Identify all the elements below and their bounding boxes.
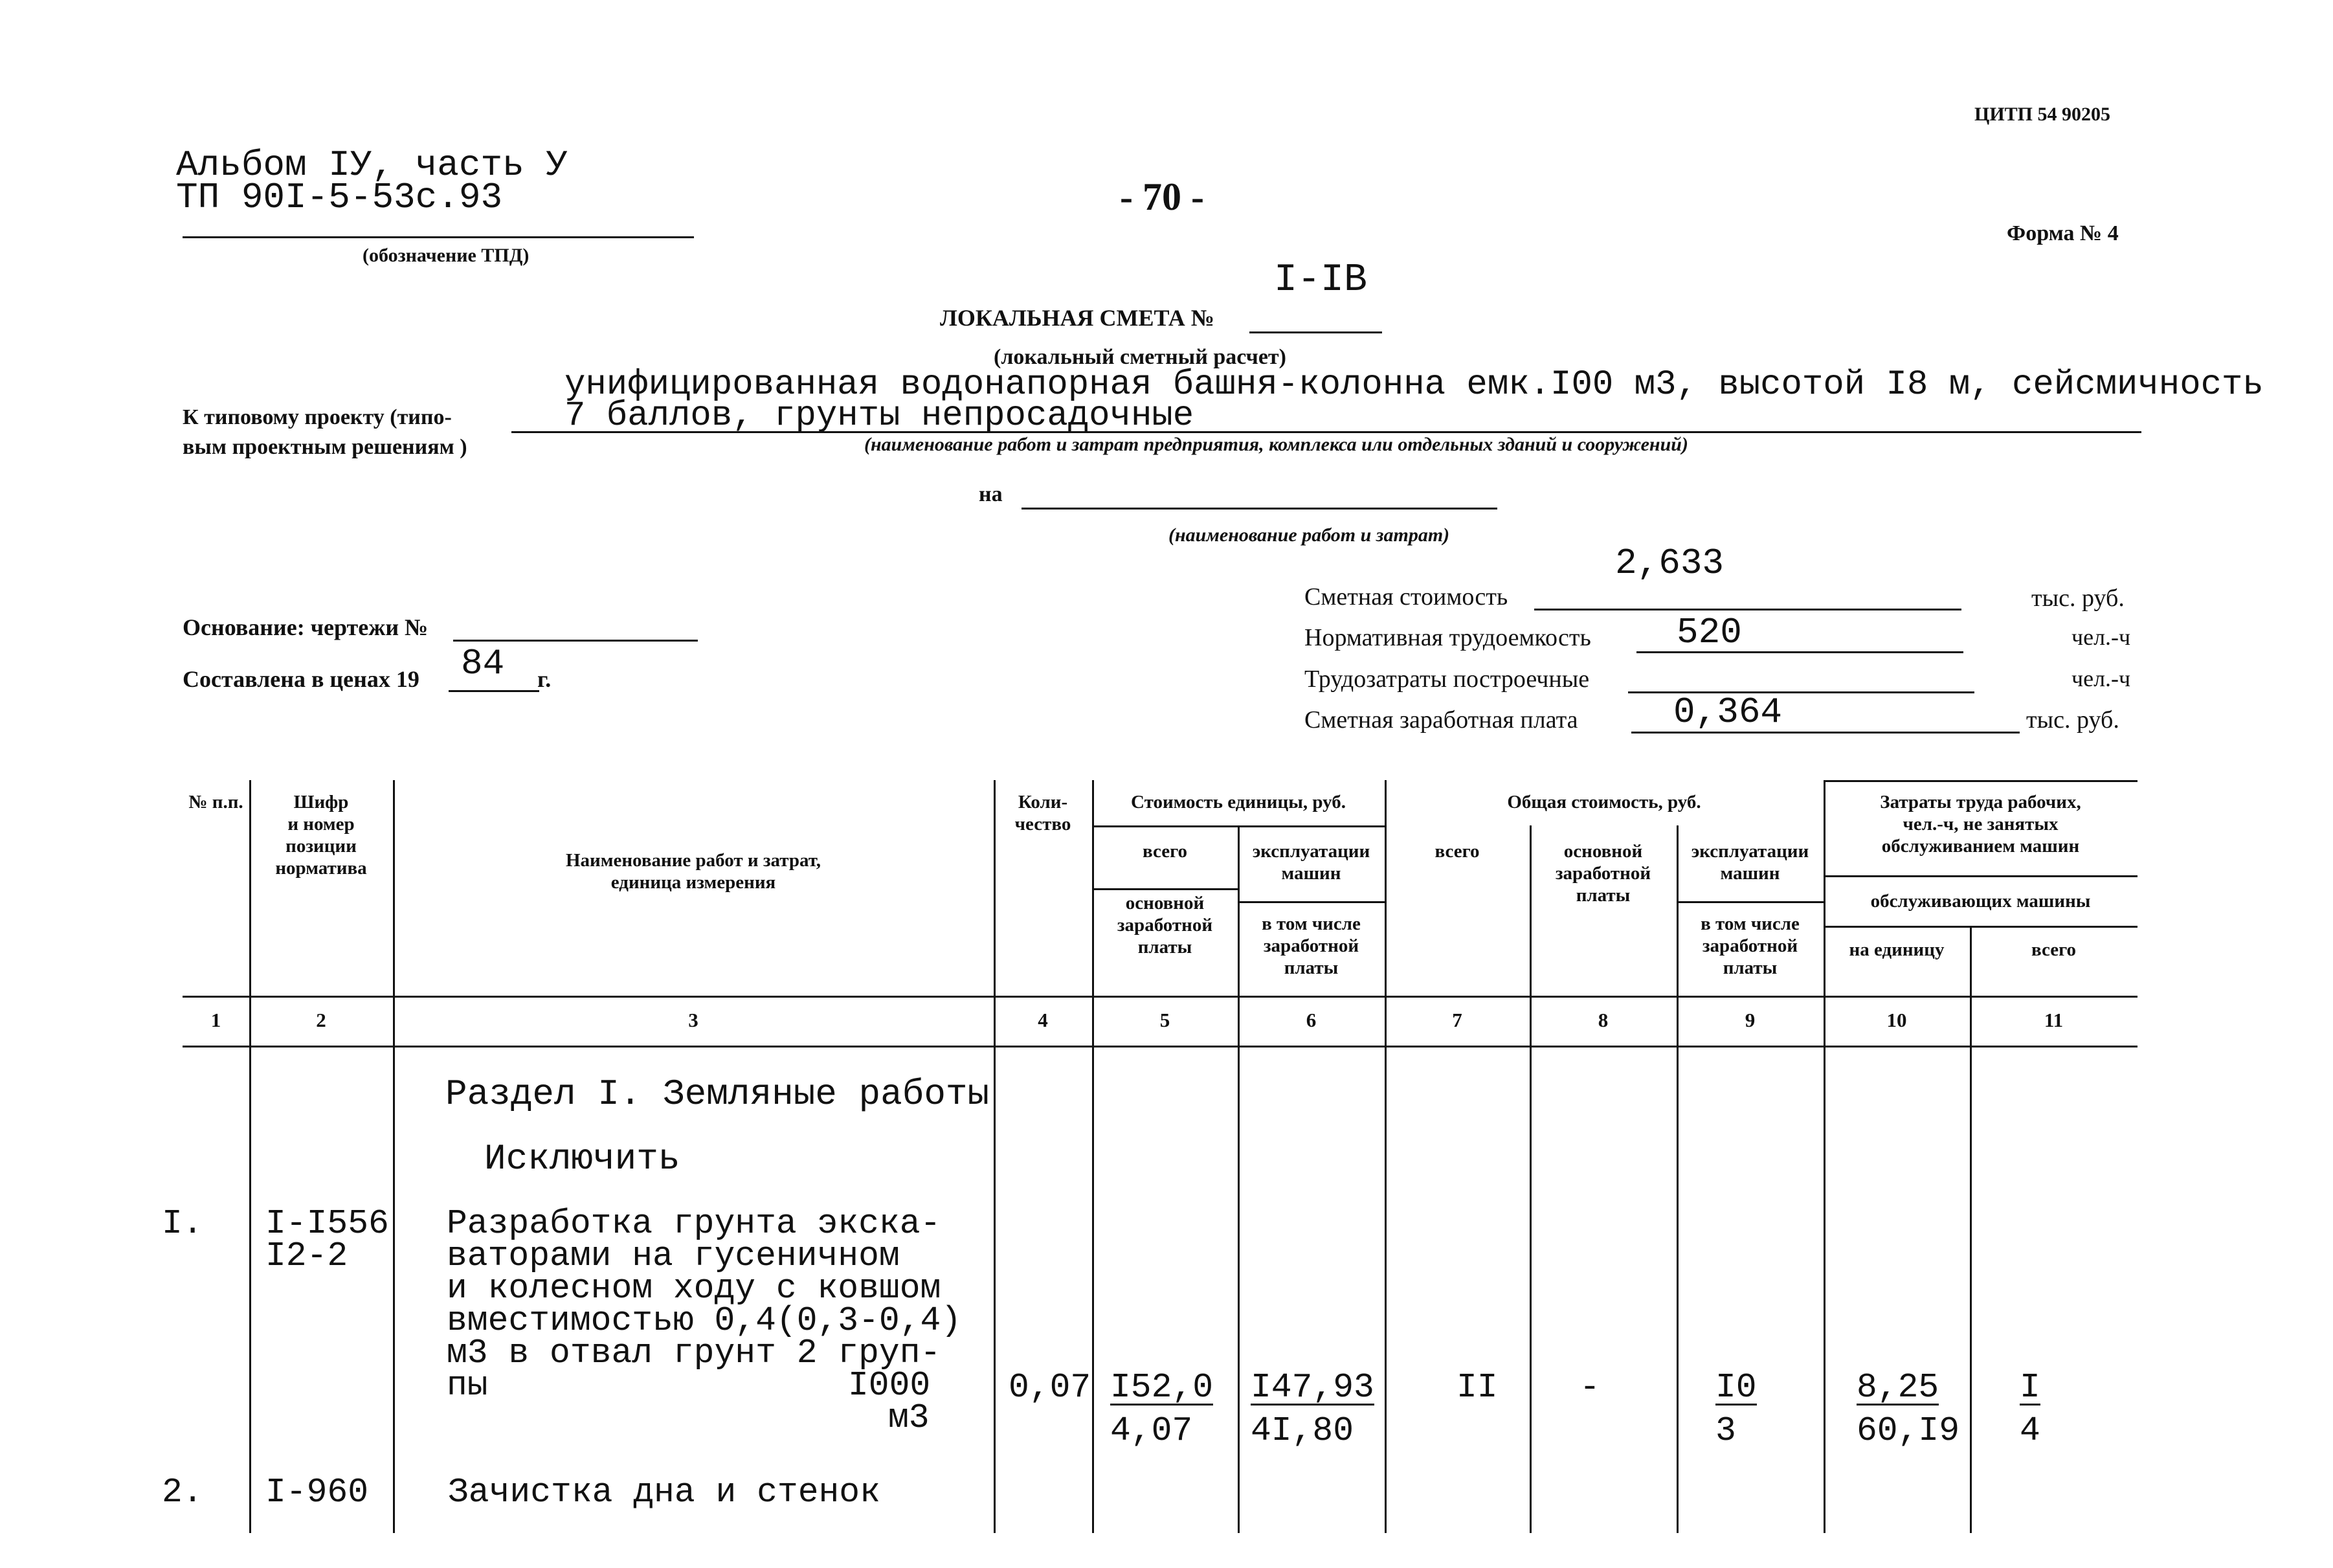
col-number-4: 4 xyxy=(1038,1009,1048,1031)
th-labor-per-unit: на единицу xyxy=(1849,939,1945,960)
album-line-1: Альбом IУ, часть У xyxy=(176,144,568,186)
row-2-num: 2. xyxy=(162,1473,203,1512)
prices-suffix: г. xyxy=(537,666,552,692)
project-name-rule xyxy=(511,431,2141,433)
estimate-subtitle: (локальный сметный расчет) xyxy=(994,345,1286,369)
prices-year-rule xyxy=(449,690,539,692)
project-name-line-2: 7 баллов, грунты непросадочные xyxy=(564,396,1194,436)
project-label-1: К типовому проекту (типо- xyxy=(183,405,452,429)
page-number: - 70 - xyxy=(1120,175,1204,218)
estimate-title: ЛОКАЛЬНАЯ СМЕТА № xyxy=(940,305,1214,331)
row-1-unit-1: I000 xyxy=(848,1366,931,1405)
drawings-label: Основание: чертежи № xyxy=(183,614,429,640)
col-number-7: 7 xyxy=(1452,1009,1462,1031)
col-number-10: 10 xyxy=(1886,1009,1907,1031)
col-number-2: 2 xyxy=(316,1009,326,1031)
project-name-caption: (наименование работ и затрат предприятия, комплекса или отдельных зданий и сооружений) xyxy=(864,434,1688,455)
prices-year: 84 xyxy=(461,643,505,684)
th-labor: Затраты труда рабочих, чел.-ч, не занятых обслуживанием машин xyxy=(1880,792,2081,857)
row-1-total-wage: - xyxy=(1580,1368,1600,1407)
project-label-2: вым проектным решениям ) xyxy=(183,435,467,459)
row-1-name-line: вместимостью 0,4(0,3-0,4) xyxy=(447,1301,962,1340)
construction-labor-label: Трудозатраты построечные xyxy=(1304,666,1590,693)
th-unit-machine: эксплуатации машин xyxy=(1252,841,1370,884)
table-top-rule xyxy=(1824,780,2138,782)
row-1-name-line: и колесном ходу с ковшом xyxy=(447,1269,941,1308)
th-total-machine: эксплуатации машин xyxy=(1691,841,1809,884)
row-1-labor-unit-top: 8,25 xyxy=(1857,1368,1939,1407)
th-total-basic-wage: основной заработной платы xyxy=(1555,841,1651,906)
row-1-code-2: I2-2 xyxy=(265,1237,348,1275)
row-1-unit-wage: 4,07 xyxy=(1110,1411,1193,1450)
prices-label: Составлена в ценах 19 xyxy=(183,666,419,692)
project-name-line-1: унифицированная водонапорная башня-колонна емк.I00 м3, высотой I8 м, сейсмичность xyxy=(564,365,2264,405)
row-1-unit-machine-wage: 4I,80 xyxy=(1251,1411,1354,1450)
header-rule-d xyxy=(1677,901,1824,903)
estimate-cost-unit: тыс. руб. xyxy=(2031,585,2125,612)
exclude-label: Исключить xyxy=(484,1138,680,1180)
row-1-code-1: I-I556 xyxy=(265,1204,389,1243)
na-caption: (наименование работ и затрат) xyxy=(1168,524,1450,546)
col-number-6: 6 xyxy=(1306,1009,1317,1031)
labor-label: Нормативная трудоемкость xyxy=(1304,624,1591,651)
row-2-code-1: I-960 xyxy=(265,1473,369,1512)
designation-caption: (обозначение ТПД) xyxy=(363,245,530,266)
album-line-2: ТП 90I-5-53с.93 xyxy=(176,177,503,218)
row-1-name-line: пы xyxy=(447,1366,488,1405)
wages-value: 0,364 xyxy=(1673,691,1783,733)
th-unit-all: всего xyxy=(1142,841,1188,862)
row-1-qty: 0,07 xyxy=(1009,1368,1091,1407)
col-number-9: 9 xyxy=(1745,1009,1756,1031)
row-1-num: I. xyxy=(162,1204,203,1243)
col-divider-3 xyxy=(994,780,996,1533)
form-number: Форма № 4 xyxy=(2007,221,2119,245)
col-number-11: 11 xyxy=(2044,1009,2064,1031)
row-2-name: Зачистка дна и стенок xyxy=(448,1473,880,1512)
section-title: Раздел I. Земляные работы xyxy=(445,1073,990,1115)
header-bottom-rule xyxy=(183,996,2138,998)
row-1-total: II xyxy=(1457,1368,1498,1407)
th-total-cost: Общая стоимость, руб. xyxy=(1507,792,1701,812)
th-total-all: всего xyxy=(1434,841,1480,862)
header-rule-b xyxy=(1092,888,1238,890)
th-qty: Коли- чество xyxy=(1014,792,1071,834)
row-1-name-line: ваторами на гусеничном xyxy=(447,1237,900,1275)
th-code: Шифр и номер позиции норматива xyxy=(275,792,367,879)
na-rule xyxy=(1021,508,1497,510)
estimate-number: I-IB xyxy=(1274,258,1368,302)
col-divider-6 xyxy=(1385,780,1387,1533)
row-1-name-line: Разработка грунта экска- xyxy=(447,1204,941,1243)
th-unit-cost: Стоимость единицы, руб. xyxy=(1131,792,1346,812)
row-1-labor-total-top: I xyxy=(2020,1368,2040,1407)
construction-labor-unit: чел.-ч xyxy=(2071,666,2131,691)
row-1-unit-total: I52,0 xyxy=(1110,1368,1214,1407)
th-unit-machine-wage: в том числе заработной платы xyxy=(1262,913,1361,978)
wages-label: Сметная заработная плата xyxy=(1304,706,1578,734)
row-1-labor-total-bottom: 4 xyxy=(2020,1411,2040,1450)
row-1-total-machine: I0 xyxy=(1715,1368,1757,1407)
colnum-bottom-rule xyxy=(183,1046,2138,1047)
wages-rule xyxy=(1631,732,2020,734)
estimate-number-rule xyxy=(1249,331,1382,333)
estimate-cost-rule xyxy=(1534,609,1961,610)
header-rule-e xyxy=(1824,875,2138,877)
row-1-unit-machine: I47,93 xyxy=(1251,1368,1374,1407)
labor-unit: чел.-ч xyxy=(2071,624,2131,650)
designation-rule xyxy=(183,236,694,238)
row-1-total-machine-wage: 3 xyxy=(1715,1411,1736,1450)
col-number-1: 1 xyxy=(210,1009,221,1031)
th-num: № п.п. xyxy=(188,792,243,812)
th-unit-basic-wage: основной заработной платы xyxy=(1117,893,1213,958)
col-number-8: 8 xyxy=(1598,1009,1609,1031)
header-rule-f xyxy=(1824,926,2138,928)
th-labor-total: всего xyxy=(2031,939,2077,960)
col-divider-7 xyxy=(1530,825,1532,1533)
col-number-3: 3 xyxy=(688,1009,698,1031)
na-label: на xyxy=(979,482,1003,506)
th-name: Наименование работ и затрат, единица измерения xyxy=(565,850,821,893)
estimate-cost-label: Сметная стоимость xyxy=(1304,583,1508,610)
row-1-name-line: м3 в отвал грунт 2 груп- xyxy=(447,1334,941,1372)
drawings-rule xyxy=(453,640,698,642)
header-rule-c xyxy=(1238,901,1385,903)
col-number-5: 5 xyxy=(1159,1009,1170,1031)
labor-rule xyxy=(1636,651,1963,653)
estimate-cost-value: 2,633 xyxy=(1615,543,1725,584)
th-serving-machines: обслуживающих машины xyxy=(1870,891,2091,912)
row-1-unit-2: м3 xyxy=(888,1398,930,1437)
th-total-machine-wage: в том числе заработной платы xyxy=(1701,913,1800,978)
labor-value: 520 xyxy=(1677,612,1742,653)
wages-unit: тыс. руб. xyxy=(2026,706,2119,734)
document-code: ЦИТП 54 90205 xyxy=(1974,104,2111,125)
col-divider-1 xyxy=(249,780,251,1533)
row-1-labor-unit-bottom: 60,I9 xyxy=(1857,1411,1960,1450)
